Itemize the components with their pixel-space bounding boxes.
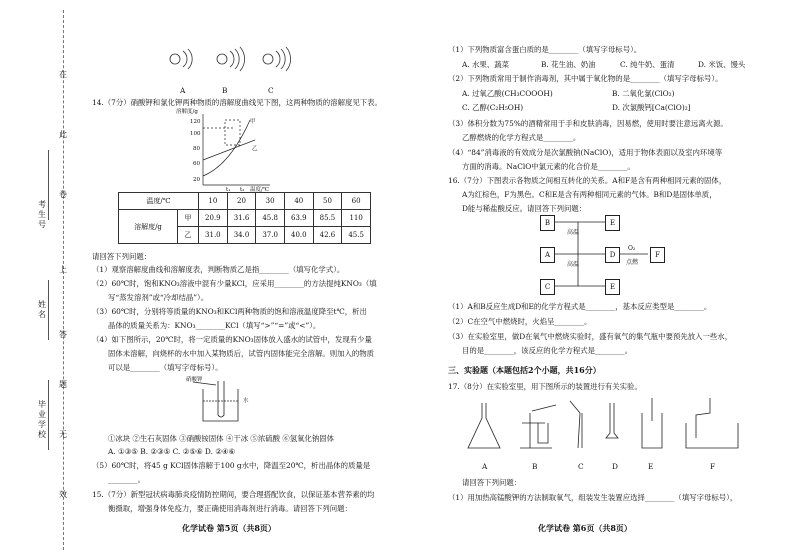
atom-label-c: C	[268, 86, 274, 95]
apparatus-label-water: 水	[243, 398, 249, 404]
table-cell: 31.6	[227, 210, 256, 227]
graph-y-tick: 60	[193, 161, 200, 167]
graph-y-tick: 120	[190, 119, 201, 125]
graph-curve-label-yi: 乙	[252, 146, 258, 152]
q15-4: （4）“84”消毒液的有效成分是次氯酸钠(NaClO)，适用于物体表面以及室内环境等	[448, 148, 723, 157]
table-header-cell: 30	[256, 193, 285, 210]
graph-x-tick: t₁	[226, 187, 231, 193]
q16-intro: D能与稀盐酸反应。请回答下列问题：	[462, 204, 587, 213]
table-cell: 34.0	[227, 227, 256, 244]
apparatus-label: B	[532, 462, 538, 471]
q15-1-option: C. 纯牛奶、蛋清	[620, 60, 675, 69]
curve-yi	[203, 140, 255, 160]
graph-y-tick: 80	[193, 146, 200, 152]
q14-line: 写“蒸发溶剂”或“冷却结晶”）。	[108, 293, 209, 302]
q15-1-option: B. 花生油、奶油	[541, 60, 596, 69]
q16-2: （2）C在空气中燃烧时，火焰呈________。	[448, 317, 592, 326]
table-row	[119, 210, 371, 227]
q14-line: （3）60℃时，分别将等质量的KNO₃和KCl两种物质的饱和溶液温度降至t℃，析出	[92, 307, 367, 316]
atom-label-b: B	[222, 86, 228, 95]
q14-line: （4）如下图所示，20℃时，将一定质量的KNO₃固体放入盛水的试管中，发现有少量	[92, 335, 372, 344]
q15-3: 乙醇燃烧的化学方程式是________。	[462, 133, 581, 142]
q16-3: 目的是________，该反应的化学方程式是________。	[462, 346, 632, 355]
node-b: B	[540, 215, 555, 231]
table-cell: 31.0	[199, 227, 228, 244]
q14-intro: 14.（7分）硝酸钾和氯化钾两种物质的溶解度曲线见下图，这两种物质的溶解度见下表。	[92, 98, 382, 107]
apparatus-label: A	[482, 462, 488, 471]
seal-char: 此	[59, 130, 67, 139]
seal-char: 在	[59, 70, 67, 79]
q16-3: （3）在实验室里，做D在氧气中燃烧实验时，盛有氧气的集气瓶中要预先放入一些水，	[448, 332, 733, 341]
graph-x-label: 温度/℃	[250, 187, 270, 193]
seal-char: 题	[59, 380, 67, 389]
condition-label: 高温	[567, 229, 580, 236]
table-series-name: 乙	[178, 227, 199, 244]
condition-label: 点燃	[626, 259, 639, 266]
q14-line: 可以是________（填写字母标号）。	[108, 363, 223, 372]
q16-1: （1）A和B反应生成D和E的化学方程式是________，基本反应类型是________。	[448, 302, 712, 311]
table-cell: 63.9	[284, 210, 313, 227]
q15-2-option: C. 乙醇(C₂H₅OH)	[462, 103, 524, 112]
condition-label: O₂	[628, 245, 636, 252]
apparatus-label: E	[648, 462, 654, 471]
q15-4: 方面的消毒。NaClO中氯元素的化合价是________。	[462, 162, 635, 171]
q14-5-answer: ________。	[108, 475, 145, 484]
left-page-footer: 化学试卷 第5页（共8页）	[182, 523, 276, 533]
table-header-cell: 20	[227, 193, 256, 210]
seal-char: 无	[59, 430, 67, 439]
table-series-name: 甲	[178, 210, 199, 227]
seal-char: 卷	[59, 190, 67, 199]
table-cell: 45.8	[256, 210, 285, 227]
table-cell: 45.5	[342, 227, 371, 244]
q16-intro: A为红棕色，F为黑色。C和E是含有两种相同元素的气体。B和D是固体单质，	[462, 190, 717, 199]
q15-3: （3）体积分数为75%的酒精常用于手和皮肤消毒，因易燃，使用时要注意远离火源。	[448, 119, 728, 128]
node-c: C	[540, 279, 555, 295]
node-d: D	[605, 247, 620, 263]
graph-y-label: 溶解度/g	[176, 109, 198, 115]
table-cell: 20.9	[199, 210, 228, 227]
solubility-table	[118, 192, 371, 244]
apparatus-label: C	[578, 462, 584, 471]
graph-curve-label-jia: 甲	[250, 119, 256, 125]
q14-choices-line: A. ①③⑤ B. ②③⑤ C. ②⑤⑥ D. ②④⑥	[108, 447, 236, 456]
node-a: A	[540, 247, 555, 263]
table-cell: 110	[342, 210, 371, 227]
seal-char: 答	[59, 330, 67, 339]
graph-x-tick: t₂	[240, 187, 245, 193]
q14-line: 晶体的质量关系为：KNO₃________KCl（填写“>”“=”或“<”）。	[108, 321, 321, 330]
node-e: E	[605, 215, 620, 231]
lab-apparatus-figure	[460, 393, 750, 461]
section-3-heading: 三、实验题（本题包括2个小题，共16分）	[448, 365, 601, 375]
q15-2-option: B. 二氧化氯(ClO₂)	[612, 89, 675, 98]
curve-jia	[203, 120, 250, 176]
seal-char: 上	[59, 265, 67, 274]
exam-number-label: 考生号	[38, 200, 46, 229]
q15-1-option: D. 米饭、馒头	[698, 60, 746, 69]
table-header-cell: 50	[313, 193, 342, 210]
school-label: 毕业学校	[38, 400, 46, 439]
q15-2: （2）下列物质常用于制作消毒剂，其中属于氧化物的是________（填写字母标号）。	[448, 74, 723, 83]
q17-intro: 17.（8分）在实验室里，用下图所示的装置进行有关实验。	[448, 382, 642, 391]
atom-structure-figures	[160, 45, 300, 75]
table-cell: 42.6	[313, 227, 342, 244]
seal-char: 效	[59, 490, 67, 499]
table-cell: 85.5	[313, 210, 342, 227]
q14-options-line: ①冰块 ②生石灰固体 ③硝酸铵固体 ④干冰 ⑤浓硫酸 ⑥氢氧化钠固体	[108, 434, 335, 443]
name-field[interactable]	[48, 280, 49, 340]
table-header-cell: 40	[284, 193, 313, 210]
q15-1: （1）下列物质富含蛋白质的是________（填写字母标号）。	[448, 45, 642, 54]
table-header-cell: 60	[342, 193, 371, 210]
q17-prompt: 请回答下列问题：	[462, 478, 522, 487]
school-field[interactable]	[48, 380, 49, 450]
atom-label-a: A	[180, 86, 186, 95]
q14-line: 固体未溶解，向烧杯的水中加入某物质后，试管内固体能完全溶解。则加入的物质	[108, 349, 375, 358]
q15-2-option: A. 过氧乙酸(CH₃COOOH)	[462, 89, 553, 98]
seal-line	[63, 10, 64, 550]
condition-label: 高温	[567, 261, 580, 268]
q15-2-option: D. 次氯酸钙[Ca(ClO)₂]	[612, 103, 691, 112]
right-page-footer: 化学试卷 第6页（共8页）	[538, 523, 632, 533]
q14-5: （5）60℃时，将45 g KCl固体溶解于100 g水中，降温至20℃，析出晶体的质量是	[92, 461, 371, 470]
q14-prompt: 请回答下列问题：	[92, 252, 152, 261]
name-label: 姓名	[38, 300, 46, 319]
q17-1: （1）用加热高锰酸钾的方法制取氧气，组装发生装置应选择________（填写字母标号），	[448, 493, 738, 502]
table-row-label: 溶解度/g	[119, 210, 178, 244]
node-e: E	[605, 279, 620, 295]
q14-line: （1）观察溶解度曲线和溶解度表，判断物质乙是指________（填写化学式）。	[92, 265, 345, 274]
q15-intro: 衡摄取，增强身体免疫力，要正确使用消毒剂进行消毒。请回答下列问题：	[108, 504, 352, 513]
table-cell: 37.0	[256, 227, 285, 244]
q15-intro: 15.（7分）新型冠状病毒肺炎疫情防控期间，要合理搭配饮食，以保证基本营养素的均	[92, 490, 375, 499]
table-header-cell: 10	[199, 193, 228, 210]
graph-y-tick: 100	[190, 131, 201, 137]
apparatus-label: D	[612, 462, 618, 471]
q15-1-option: A. 水果、蔬菜	[462, 60, 509, 69]
q16-intro: 16.（7分）下图表示各物质之间相互转化的关系。A和F是含有两种相同元素的固体，	[448, 176, 727, 185]
exam-number-field[interactable]	[48, 150, 49, 220]
node-f: F	[650, 247, 665, 263]
apparatus-label: F	[710, 462, 716, 471]
table-header-cell: 温度/℃	[119, 193, 199, 210]
q14-line: （2）60℃时，饱和KNO₃溶液中混有少量KCl，应采用________的方法提纯KNO₃（填	[92, 279, 377, 288]
table-cell: 40.0	[284, 227, 313, 244]
graph-y-tick: 20	[193, 177, 200, 183]
apparatus-label-kno3: 硝酸钾	[186, 377, 203, 383]
